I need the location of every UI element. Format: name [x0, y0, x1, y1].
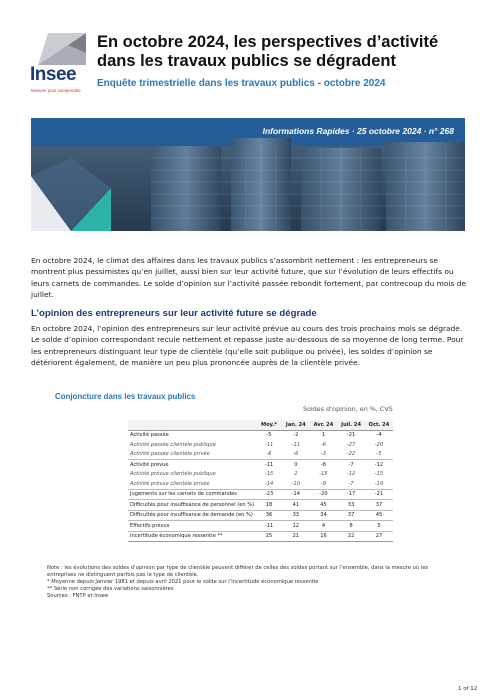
page-subtitle: Enquête trimestrielle dans les travaux publics - octobre 2024: [97, 78, 386, 89]
table-cell: 36: [256, 510, 282, 521]
table-header-cell: [128, 420, 256, 430]
table-row: [128, 460, 393, 470]
header-banner: [31, 118, 465, 231]
table-cell: -5: [266, 432, 272, 439]
table-cell: -6: [266, 451, 272, 458]
table-cell: -27: [346, 441, 356, 448]
banner-publication-label: Informations Rapides · 25 octobre 2024 · n° 268: [262, 126, 454, 136]
insee-logo: [30, 33, 88, 93]
page-number: 1 of 12: [458, 686, 478, 692]
table-row: [128, 521, 393, 532]
note-line: Sources : FNTP et Insee: [47, 593, 109, 600]
table-cell: 18: [256, 500, 282, 511]
table-cell: 2: [294, 471, 298, 478]
row-label: Activité prévue clientèle publique: [130, 471, 216, 478]
note-line: Note : les évolutions des soldes d’opinion par type de clientèle peuvent différer de celles des soldes portant sur l’ensemble, dans la mesure où les entreprises ne distinguent parfois pas le type de clientèle.: [47, 565, 429, 579]
table-cell: -21: [346, 432, 356, 439]
logo-tagline: Mesurer pour comprendre: [31, 88, 81, 93]
logo-wordmark: Insee: [30, 64, 77, 85]
table-cell: -4: [376, 432, 382, 439]
row-label: Activité prévue: [128, 460, 256, 470]
table-body: [128, 430, 393, 542]
table-cell: -10: [291, 480, 300, 487]
table-cell: -14: [282, 489, 310, 500]
table-cell: 41: [282, 500, 310, 511]
page-title: En octobre 2024, les perspectives d’activité dans les travaux publics se dégradent: [97, 33, 439, 70]
table-cell: 8: [337, 521, 365, 532]
table-cell: 21: [282, 531, 310, 542]
row-label: Incertitude économique ressentie **: [128, 531, 256, 542]
table-cell: 45: [310, 500, 338, 511]
table-row: [128, 440, 393, 450]
table-cell: 25: [256, 531, 282, 542]
table-cell: 37: [337, 510, 365, 521]
table-cell: -11: [256, 521, 282, 532]
table-cell: 22: [337, 531, 365, 542]
table-cell: -19: [374, 480, 384, 487]
intro-paragraph: En octobre 2024, le climat des affaires dans les travaux publics s’assombrit nettement : les entrepreneurs se montrent plus pessimistes qu’en juillet, aussi bien sur leur activité future, que sur l’évolution de leurs effectifs ou leurs carnets de commandes. Le solde d’opinion sur l’activité passée rebondit fortement, par contrecoup du mois de juillet.: [31, 256, 467, 300]
table-cell: -3: [320, 451, 326, 458]
table-header-cell: Avr. 24: [310, 420, 338, 430]
table-cell: 34: [310, 510, 338, 521]
table-cell: -22: [346, 451, 356, 458]
table-header-cell: Jan. 24: [282, 420, 310, 430]
table-header-cell: Juil. 24: [337, 420, 365, 430]
conjoncture-table: [128, 420, 393, 542]
table-cell: -12: [346, 471, 356, 478]
table-title: Conjoncture dans les travaux publics: [55, 392, 196, 401]
table-cell: -15: [319, 471, 328, 478]
table-row: [128, 430, 393, 440]
table-cell: -17: [337, 489, 365, 500]
table-cell: 12: [282, 521, 310, 532]
row-label: Activité passée clientèle publique: [130, 441, 216, 448]
table-row: [128, 450, 393, 460]
row-label: Activité passée: [130, 432, 169, 439]
note-line: * Moyenne depuis janvier 1981 et depuis avril 2021 pour le solde sur l’incertitude économique ressentie: [47, 579, 319, 586]
table-cell: 37: [365, 500, 393, 511]
table-cell: 45: [365, 510, 393, 521]
table-cell: -20: [374, 441, 384, 448]
table-cell: -14: [264, 480, 274, 487]
table-cell: 5: [365, 521, 393, 532]
table-cell: 0: [282, 460, 310, 470]
table-cell: -7: [337, 460, 365, 470]
section-paragraph: En octobre 2024, l’opinion des entrepreneurs sur leur activité prévue au cours des trois prochains mois se dégrade. Le solde d’opinion correspondant recule nettement et repasse juste au-dessous de sa moyenne de long terme. Pour les entrepreneurs distinguant leur type de clientèle (qu’elle soit publique ou privée), les soldes d’opinion se détériorent également, de manière un peu plus prononcée auprès de la clientèle privée.: [31, 324, 464, 368]
row-label: Activité passée clientèle privée: [130, 451, 210, 458]
table-cell: -11: [256, 460, 282, 470]
table-cell: -15: [264, 471, 274, 478]
table-cell: -6: [320, 441, 326, 448]
table-cell: 33: [337, 500, 365, 511]
table-unit: Soldes d’opinion, en %, CVS: [303, 405, 393, 413]
table-cell: -5: [376, 451, 382, 458]
table-cell: -11: [264, 441, 274, 448]
row-label: Difficultés pour insuffisance de personnel (en %): [128, 500, 256, 511]
table-cell: 4: [310, 521, 338, 532]
table-header-row: [128, 420, 393, 430]
table-cell: -20: [310, 489, 338, 500]
table-cell: 16: [310, 531, 338, 542]
table-row: [128, 489, 393, 500]
table-cell: -8: [310, 460, 338, 470]
table-row: [128, 479, 393, 489]
table-header-cell: Moy.*: [256, 420, 282, 430]
table-cell: -21: [365, 489, 393, 500]
table-row: [128, 470, 393, 480]
table-cell: 33: [282, 510, 310, 521]
table-header-cell: Oct. 24: [365, 420, 393, 430]
table-cell: -11: [291, 441, 300, 448]
table-cell: -6: [293, 451, 299, 458]
table-row: [128, 531, 393, 542]
table-cell: -2: [293, 432, 299, 439]
logo-mark-icon: [38, 33, 86, 65]
table-cell: -12: [365, 460, 393, 470]
row-label: Effectifs prévus: [128, 521, 256, 532]
row-label: Jugements sur les carnets de commandes: [128, 489, 256, 500]
section-heading: L’opinion des entrepreneurs sur leur activité future se dégrade: [31, 308, 317, 319]
note-line: ** Série non corrigée des variations saisonnières: [47, 586, 174, 593]
table-cell: -7: [348, 480, 354, 487]
table-cell: -15: [374, 471, 384, 478]
table-cell: -9: [320, 480, 326, 487]
row-label: Difficultés pour insuffisance de demande (en %): [128, 510, 256, 521]
table-notes: [47, 565, 447, 600]
table-row: [128, 500, 393, 511]
row-label: Activité prévue clientèle privée: [130, 480, 210, 487]
table-row: [128, 510, 393, 521]
table-cell: -23: [256, 489, 282, 500]
table-cell: 27: [365, 531, 393, 542]
table-cell: 1: [321, 432, 326, 439]
